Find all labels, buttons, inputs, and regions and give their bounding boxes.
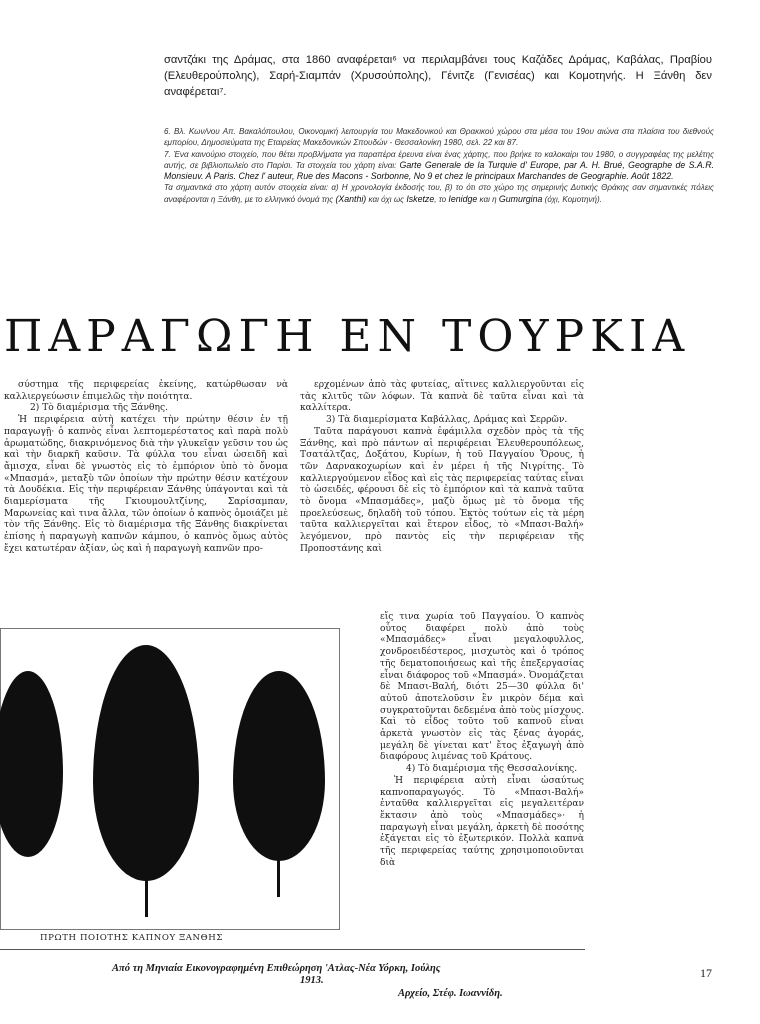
section-heading-thessaloniki: 4) Τὸ διαμέρισμα τῆς Θεσσαλονίκης. xyxy=(406,764,578,775)
tobacco-leaf xyxy=(0,671,63,857)
leaf-stem xyxy=(277,857,280,897)
section-heading-kavala: 3) Τὰ διαμερίσματα Καβάλλας, Δράμας καὶ Σερρῶν. xyxy=(326,415,568,426)
column-3-paragraph-2: Ἡ περιφέρεια αὐτὴ εἶναι ὡσαύτως καπνοπαραγωγός. Τὸ «Μπασι-Βαλή» ἐνταῦθα καλλιεργεῖται εἰς μεγαλειτέραν ἔκτασιν ἀπὸ τοὺς «Μπασμάδες»· ἡ παραγωγὴ εἶναι μεγάλη, ἀρκετὴ δὲ ποσότης ἐξάγεται εἰς τὸ ἐξωτερικόν. Πολλὰ καπνὰ τῆς περιφερείας ταύτης χρησιμοποιοῦνται διὰ xyxy=(380,775,584,868)
map-title: Garte Generale de la Turquie d' Europe, par A. H. Brué, Geographe de S.A.R. Monsieuv. A Paris. Chez l' auteur, Rue des Macons - Sorbonne, No 9 et chez le principaux Marchandes de Geographie. Août 1822. xyxy=(164,159,714,182)
footnote-map-details xyxy=(164,182,714,205)
footnote-6: 6. Βλ. Κων/νου Απ. Βακαλόπουλου, Οικονομική λειτουργία του Μακεδονικού και Θρακικού χώρου στα μέσα του 19ου αιώνα στα πλαίσια του διεθνούς εμπορίου, Δημοσιεύματα της Εταιρείας Μακεδονικών Σπουδών - Θεσσαλονίκη 1980, σελ. 22 και 87. xyxy=(164,127,714,148)
source-credit-line-1: Από τη Μηνιαία Εικονογραφημένη Επιθεώρηση 'Ατλας-Νέα Υόρκη, Ιούλης xyxy=(112,963,441,974)
page-number: 17 xyxy=(700,966,712,980)
tobacco-leaf xyxy=(233,671,325,861)
archive-credit: Αρχείο, Στέφ. Ιωαννίδη. xyxy=(398,988,503,999)
article-column-2 xyxy=(300,380,584,556)
column-1-paragraph-2: Ἡ περιφέρεια αὐτὴ κατέχει τὴν πρώτην θέσιν ἐν τῇ παραγωγῇ· ὁ καπνὸς εἶναι λεπτομερέστατος καὶ παρὰ πολὺ ἀρωματώδης, διακρινόμενος διὰ τὴν γλυκεῖαν γεῦσιν του ὡς καὶ τὴν διαρκῆ καῦσιν. Τὰ φύλλα του εἶναι ὡσειδῆ καὶ ἄμισχα, εἶναι δὲ γνωστὸς εἰς τὸ ἐμπόριον ὑπὸ τὸ ὄνομα «Μπασμά», μεταξὺ τῶν ὁποίων τὴν πρώτην θέσιν κατέχουν τὰ Δουδέκια. Εἰς τὴν περιφέρειαν Ξάνθης ὑπάγονται καὶ τὰ διαμερίσματα τῆς Γκιουμουλτζίνης, Σαρίσαμπαν, Μαρωνείας καὶ τινα ἄλλα, τῶν ὁποίων ὁ καπνὸς ὁμοιάζει μὲ τὸν τῆς Ξάνθης. Εἰς τὸ διαμέρισμα τῆς Ξάνθης διακρίνεται ἐπίσης ἡ παραγωγὴ καπνῶν κάμπου, ὁ καπνὸς ὅμως αὐτὸς ἔχει κατωτέραν ἀξίαν, ὡς καὶ ἡ παραγωγὴ καπνῶν προ- xyxy=(4,415,288,554)
footnote-7 xyxy=(164,149,714,183)
name-xanthi: (Xanthi) xyxy=(335,193,367,204)
column-3-paragraph-1: εἴς τινα χωρία τοῦ Παγγαίου. Ὁ καπνὸς οὗτος διαφέρει πολὺ ἀπὸ τοὺς «Μπασμάδες» εἶναι μεγαλοφυλλος, χονδροειδέστερος, μισχωτὸς καὶ ὁ τρόπος τῆς δεματοποιήσεως καὶ τῆς ἐπεξεργασίας εἶναι διάφορος τοῦ «Μπασμά». Ὀνομάζεται δὲ Μπασι-Βαλή, διότι 25—30 φύλλα δι' αὐτοῦ ἀποτελοῦσιν ἓν μικρὸν δέμα καὶ συγκρατοῦνται δεδεμένα ἀπὸ τοὺς μίσχους. Καὶ τὸ εἶδος τοῦτο τοῦ καπνοῦ εἶναι ἀρκετὰ γνωστὸν εἰς τὰς ξένας ἀγοράς, μεγάλη δὲ γίνεται κατ' ἔτος ἐξαγωγὴ ἀπὸ διαφόρους λιμένας τοῦ Κράτους. xyxy=(380,612,584,763)
footnote-7-text: 7. Ένα καινούριο στοιχείο, που θέτει προβλήματα για παραπέρα έρευνα είναι ένας χάρτης, που βρήκε το καλοκαίρι του 1980, ο συγγραφέας της μελέτης αυτής, σε βιβλιοπωλείο στο Παρίσι. Τα στοιχεία του χάρτη είναι: xyxy=(164,149,714,170)
tobacco-leaf xyxy=(93,645,199,881)
map-details-text-2: και όχι ως xyxy=(368,194,405,204)
divider-line xyxy=(0,949,585,950)
column-2-paragraph-2: Ταῦτα παράγουσι καπνὰ ἐφάμιλλα σχεδὸν πρὸς τὰ τῆς Ξάνθης, καὶ πρὸ πάντων αἱ περιφέρειαι Ἐλευθερουπόλεως, Τσατάλτζας, Δοξάτου, Κυρίων, ἡ τοῦ Παγγαίου Ὄρους, ἡ τῶν Δαρνακοχωρίων καὶ ἐν μέρει ἡ τῆς Νιγρίτης. Τὸ καλλιεργούμενον εἶδος καὶ εἰς τὰς περιφερείας ταύτας εἶναι τὸ ὠσειδές, φέρουσι δὲ εἰς τὸ ἐμπόριον καὶ τὰ καπνὰ ταῦτα τὸ ὄνομα «Μπασμάδες», μαζὺ ὅμως μὲ τὸ ὄνομα τῆς προελεύσεως, δηλαδὴ τοῦ τόπου. Ἐκτὸς τούτων εἰς τὰ μέρη ταῦτα καλλιεργεῖται καὶ ἕτερον εἶδος, τὸ «Μπασι-Βαλή» λεγόμενον, πρὸ παντὸς εἰς τὴν περιφέρειαν τῆς Προποστάνης καὶ xyxy=(300,426,584,554)
source-credit-line-2: 1913. xyxy=(300,975,324,986)
map-details-text: Τα σημαντικά στο χάρτη αυτόν στοιχεία είναι: α) Η χρονολογία έκδοσής του, β) το ότι στο χώρο της σημερινής Δυτικής Θράκης σαν σημαντικές πόλεις αναφέρονται η Ξάνθη, με το ελληνικό όνομά της xyxy=(164,183,714,204)
column-2-paragraph-1: ερχομένων ἀπὸ τὰς φυτείας, αἵτινες καλλιεργοῦνται εἰς τὰς κλιτῦς τῶν λόφων. Τὰ καπνὰ δὲ ταῦτα εἶναι καὶ τὰ καλλίτερα. xyxy=(300,380,584,414)
article-column-1 xyxy=(4,380,288,556)
name-ienidge: Ienidge xyxy=(448,193,478,204)
photo-caption: ΠΡΩΤΗ ΠΟΙΟΤΗΣ ΚΑΠΝΟΥ ΞΑΝΘΗΣ xyxy=(40,933,224,943)
article-column-3 xyxy=(380,612,584,869)
name-gumurgina: Gumurgina xyxy=(498,193,543,204)
footnotes xyxy=(164,126,714,205)
column-1-paragraph-1: σύστημα τῆς περιφερείας ἐκείνης, κατώρθωσαν νὰ καλλιεργεύωσιν ἐπιμελῶς τὴν ποιότητα. xyxy=(4,380,288,402)
article-headline: ΠΑΡΑΓΩΓΗ ΕΝ ΤΟΥΡΚΙΑ xyxy=(4,311,691,362)
name-isketze: Isketze xyxy=(406,193,435,204)
intro-paragraph: σαντζάκι της Δράμας, στα 1860 αναφέρεται⁶ να περιλαμβάνει τους Καζάδες Δράμας, Καβάλας, Πραβίου (Ελευθερούπολης), Σαρή-Σιαμπάν (Χρυσούπολης), Γένιτζε (Γενισέας) και Κομοτηνής. Η Ξάνθη δεν αναφέρεται⁷. xyxy=(164,54,712,98)
map-details-text-5: (όχι, Κομοτηνή). xyxy=(544,194,602,204)
map-details-text-4: και η xyxy=(479,194,497,204)
leaf-stem xyxy=(145,877,148,917)
section-heading-xanthi: 2) Τὸ διαμέρισμα τῆς Ξάνθης. xyxy=(30,403,168,414)
tobacco-leaves-photo xyxy=(0,628,340,930)
map-details-text-3: , το xyxy=(434,194,447,204)
